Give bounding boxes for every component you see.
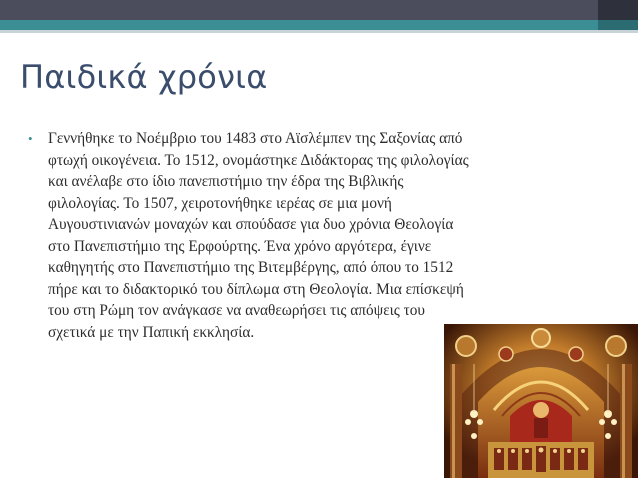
header-band-line <box>0 30 638 33</box>
bullet-marker: • <box>28 131 33 146</box>
slide-title: Παιδικά χρόνια <box>20 58 268 96</box>
bullet-line: φιλολογίας. Το 1507, χειροτονήθηκε ιερέας σε μια μονή <box>48 194 392 212</box>
bullet-line: στο Πανεπιστήμιο της Ερφούρτης. Ένα χρόνο αργότερα, έγινε <box>48 237 432 255</box>
church-interior-illustration <box>444 324 638 478</box>
header-band-teal-corner <box>598 20 638 30</box>
header-bands <box>0 0 638 38</box>
header-band-dark-corner <box>598 0 638 20</box>
bullet-text <box>48 128 588 343</box>
bullet-line: φτωχή οικογένεια. Το 1512, ονομάστηκε Διδάκτορας της φιλολογίας <box>48 151 469 169</box>
bullet-line: πήρε και το διδακτορικό του δίπλωμα στη Θεολογία. Μια επίσκεψή <box>48 280 464 298</box>
bullet-line: του στη Ρώμη τον ανάγκασε να αναθεωρήσει τις απόψεις του <box>48 302 425 319</box>
header-band-dark <box>0 0 638 20</box>
bullet-line: και ανέλαβε στο ίδιο πανεπιστήμιο την έδρα της Βιβλικής <box>48 173 404 190</box>
bullet-line: σχετικά με την Παπική εκκλησία. <box>48 323 255 341</box>
church-interior-photo <box>444 324 638 478</box>
bullet-line: Αυγουστινιανών μοναχών και σπούδασε για δυο χρόνια Θεολογία <box>48 216 454 233</box>
header-band-teal <box>0 20 638 30</box>
bullet-line: Γεννήθηκε το Νοέμβριο του 1483 στο Αϊσλέμπεν της Σαξονίας από <box>48 130 463 147</box>
bullet-line: καθηγητής στο Πανεπιστήμιο της Βιτεμβέργης, από όπου το 1512 <box>48 259 454 276</box>
